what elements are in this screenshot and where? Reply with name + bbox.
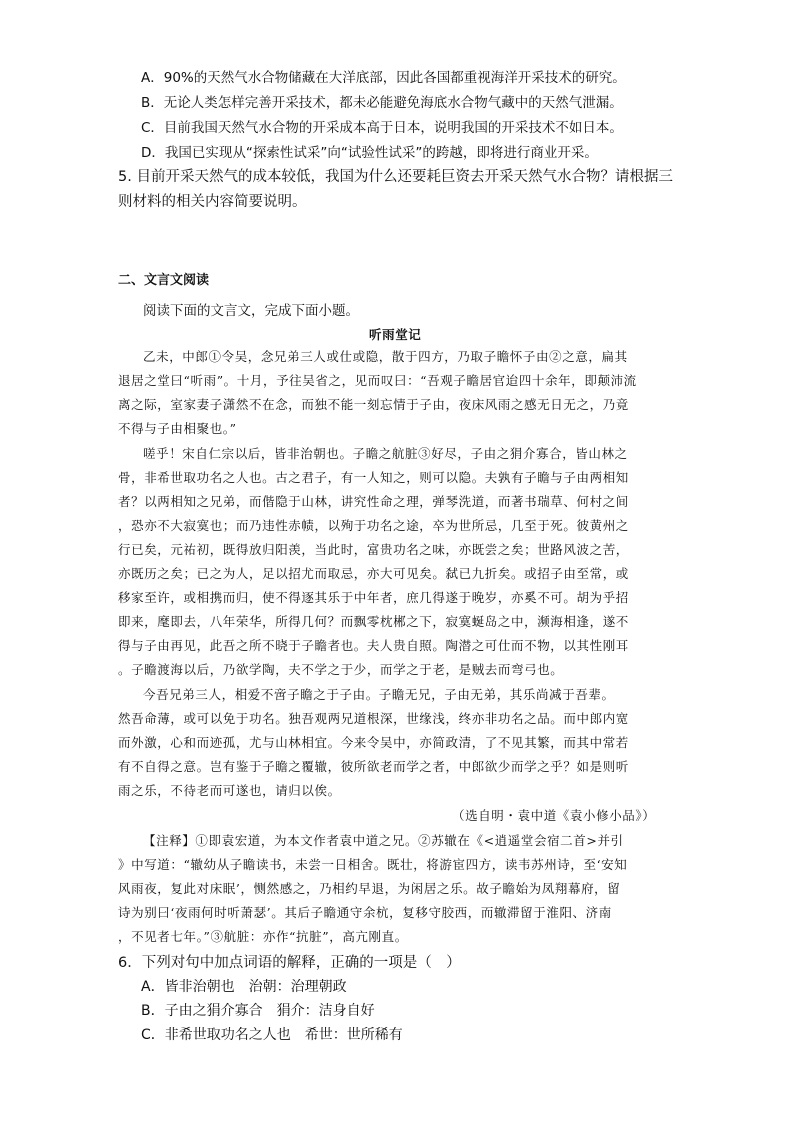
notes-line: 》中写道：“辙幼从子瞻读书，未尝一日相舍。既壮，将游宦四方，读韦苏州诗，至‘安知: [118, 857, 628, 872]
para1-line: 乙未，中郎①令吴，念兄弟三人或仕或隐，散于四方，乃取子瞻怀子由②之意，扁其: [143, 349, 628, 364]
q6-option-b: B．子由之狷介寡合 狷介：洁身自好: [141, 1003, 375, 1019]
para2-line: 者？以两相知之兄弟，而偕隐于山林，讲究性命之理，弹琴洗道，而著书瑞草、何村之间: [118, 494, 629, 509]
q5-line-2: 则材料的相关内容简要说明。: [118, 194, 307, 210]
q6-stem: 6．下列对句中加点词语的解释，正确的一项是（ ）: [118, 955, 461, 971]
para3-line: 而外激，心和而迹孤，尤与山林相宜。今来令吴中，亦简政清，了不见其繁，而其中常若: [118, 735, 629, 750]
para2-line: 骨，非希世取功名之人也。古之君子，有一人知之，则可以隐。夫孰有子瞻与子由两相知: [118, 470, 629, 485]
q4-option-a: A．90%的天然气水合物储藏在大洋底部，因此各国都重视海洋开采技术的研究。: [141, 70, 626, 86]
para2-line: 。子瞻渡海以后，乃欲学陶，夫不学之于少，而学之于老，是贼去而弯弓也。: [118, 662, 564, 677]
para2-line: 即来，麾即去，八年荣华，所得几何？而飘零枕郴之下，寂寞蜒岛之中，濒海相逢，遂不: [118, 614, 629, 629]
para2-line: ，恐亦不大寂寞也；而乃违性赤帻，以殉于功名之途，卒为世所忌，几至于死。彼黄州之: [118, 518, 629, 533]
q6-option-c: C．非希世取功名之人也 希世：世所稀有: [141, 1027, 403, 1043]
para2-line: 移家至许，或相携而归，使不得逐其乐于中年者，庶几得遂于晚岁，亦奚不可。胡为乎招: [118, 590, 629, 605]
notes-line: ，不见者七年。”③航脏：亦作“抗脏”，高亢刚直。: [118, 929, 408, 944]
para3-line: 然吾命薄，或可以免于功名。独吾观两兄道根深，世缘浅，终亦非功名之品。而中郎内宽: [118, 711, 629, 726]
instruction: 阅读下面的文言文，完成下面小题。: [143, 303, 359, 319]
para3-line: 有不自得之意。岂有鉴于子瞻之覆辙，彼所欲老而学之者，中郎欲少而学之乎？如是则听: [118, 759, 629, 774]
q4-option-d: D．我国已实现从“探索性试采”向“试验性试采”的跨越，即将进行商业开采。: [141, 145, 598, 161]
q4-option-b: B．无论人类怎样完善开采技术，都未必能避免海底水合物气藏中的天然气泄漏。: [141, 95, 623, 111]
q4-option-c: C．目前我国天然气水合物的开采成本高于日本，说明我国的开采技术不如日本。: [141, 120, 623, 136]
source-citation: （选自明・袁中道《袁小修小品》）: [452, 808, 656, 823]
para1-line: 不得与子由相聚也。”: [118, 421, 237, 436]
notes-line: 诗为别曰‘夜雨何时听萧瑟’。其后子瞻通守余杭，复移守胶西，而辙滞留于淮阳、济南: [118, 905, 612, 920]
essay-title: 听雨堂记: [369, 327, 422, 342]
para1-line: 离之际，室家妻子潇然不在念，而独不能一刻忘情于子由，夜床风雨之感无日无之，乃竟: [118, 397, 629, 412]
para2-line: 嗟乎！宋自仁宗以后，皆非治朝也。子瞻之航脏③好尽，子由之狷介寡合，皆山林之: [143, 446, 628, 461]
para2-line: 亦既历之矣；已之为人，足以招尤而取忌，亦大可见矣。弑已九折矣。或招子由至常，或: [118, 566, 629, 581]
para2-line: 行已矣，元祐初，既得放归阳羡，当此时，富贵功名之味，亦既尝之矣；世路风波之苦，: [118, 542, 629, 557]
para2-line: 得与子由再见，此吾之所不晓于子瞻者也。夫人贵自照。陶潜之可仕而不物，以其性刚耳: [118, 638, 629, 653]
para3-line: 雨之乐，不待老而可遂也，请归以俟。: [118, 783, 341, 798]
q6-option-a: A．皆非治朝也 治朝：治理朝政: [141, 979, 347, 995]
para1-line: 退居之堂曰“听雨”。十月，予往吴省之，见而叹曰：“吾观子瞻居官迨四十余年，即颠沛流: [118, 373, 637, 388]
notes-line: 风雨夜，复此对床眠’，恻然感之，乃相约早退，为闲居之乐。故子瞻始为凤翔幕府，留: [118, 881, 621, 896]
q5-line-1: 5. 目前开采天然气的成本较低，我国为什么还要耗巨资去开采天然气水合物？请根据三: [118, 169, 673, 185]
para3-line: 今吾兄弟三人，相爱不啻子瞻之于子由。子瞻无兄，子由无弟，其乐尚减于吾辈。: [143, 687, 615, 702]
section-title: 二、文言文阅读: [118, 273, 210, 288]
notes-line: 【注释】①即袁宏道，为本文作者袁中道之兄。②苏辙在《<逍遥堂会宿二首>并引: [143, 833, 624, 848]
